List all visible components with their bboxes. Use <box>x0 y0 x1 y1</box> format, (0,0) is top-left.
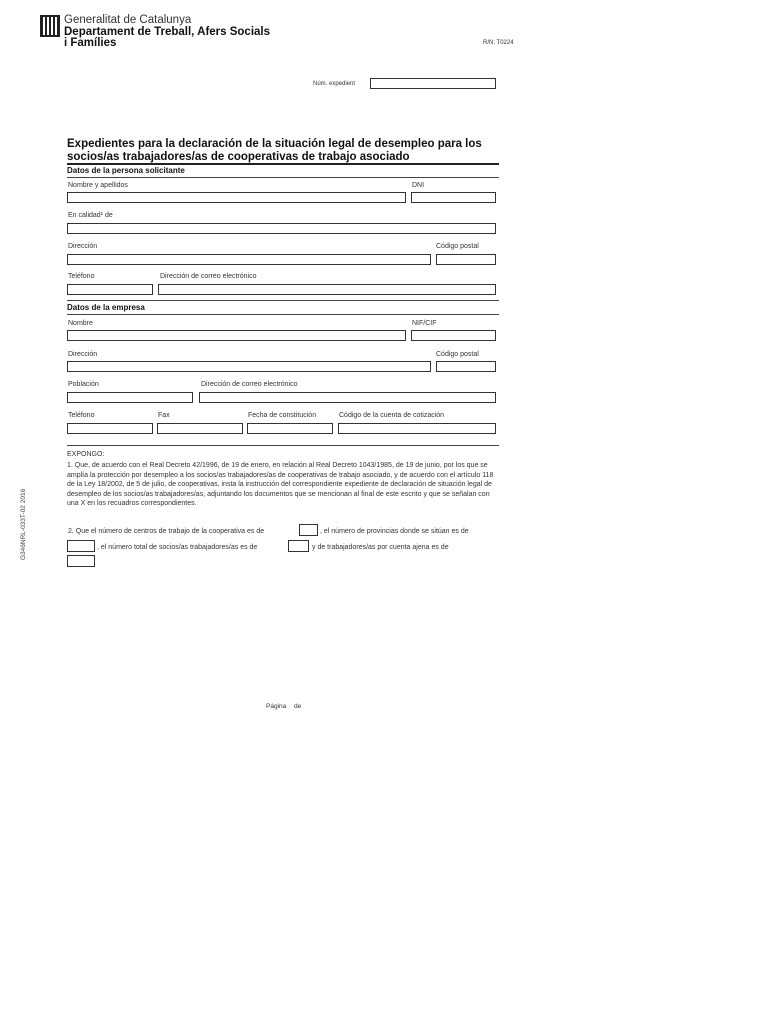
trabajadores-ajena-field[interactable] <box>67 555 95 567</box>
telefono-field[interactable] <box>67 284 153 295</box>
nombre-field[interactable] <box>67 192 406 203</box>
empresa-telefono-label: Teléfono <box>68 412 95 419</box>
section-rule <box>67 300 499 301</box>
fecha-label: Fecha de constitución <box>248 412 317 419</box>
telefono-label: Teléfono <box>68 273 95 280</box>
expediente-field[interactable] <box>370 78 496 89</box>
form-side-code: G346NRL-033T-02 2016 <box>20 488 27 560</box>
expongo-paragraph-1: 1. Que, de acuerdo con el Real Decreto 42/1996, de 19 de enero, en relación al Real Decreto 1043/1985, de 19 de junio, por los que se amplía la protección por desempleo a los socios/as trabajadores/as de cooperativas de trabajo asociado, y de acuerdo con el artículo 118 de la Ley 18/2002, de 5 de julio, de cooperativas, insta la instrucción del correspondiente expediente de declaración de situación legal de desempleo de los socios/as trabajadores/as, adjuntando los documentos que se mencionan al final de este escrito y que se señalan con una X en los recuadros correspondientes. <box>67 462 494 508</box>
socios-trabajadores-field[interactable] <box>288 540 309 552</box>
empresa-telefono-field[interactable] <box>67 423 153 434</box>
title-rule <box>67 163 499 165</box>
section-rule <box>67 314 499 315</box>
fecha-field[interactable] <box>247 423 333 434</box>
page-label: Página <box>266 703 287 710</box>
page-of-label: de <box>294 703 302 710</box>
department-name-cont: i Famílies <box>64 37 117 49</box>
cuenta-field[interactable] <box>338 423 496 434</box>
cp-field[interactable] <box>436 254 496 265</box>
expongo-p2-part-b: , el número de provincias donde se sitúan es de <box>320 528 469 535</box>
email-field[interactable] <box>158 284 496 295</box>
section-solicitante-heading: Datos de la persona solicitante <box>67 166 185 175</box>
fax-label: Fax <box>158 412 170 419</box>
org-name: Generalitat de Catalunya <box>64 14 192 26</box>
expongo-heading: EXPONGO: <box>67 451 105 458</box>
empresa-cp-label: Código postal <box>436 351 479 358</box>
nif-label: NIF/CIF <box>412 320 437 327</box>
dni-label: DNI <box>412 182 425 189</box>
expongo-p2-part-a: 2. Que el número de centros de trabajo de la cooperativa es de <box>68 528 265 535</box>
section-rule <box>67 445 499 446</box>
empresa-nombre-label: Nombre <box>68 320 93 327</box>
calidad-label: En calidad¹ de <box>68 212 113 219</box>
poblacion-field[interactable] <box>67 392 193 403</box>
empresa-direccion-field[interactable] <box>67 361 431 372</box>
empresa-cp-field[interactable] <box>436 361 496 372</box>
empresa-direccion-label: Dirección <box>68 351 98 358</box>
provincias-field[interactable] <box>67 540 95 552</box>
expongo-p2-part-c: , el número total de socios/as trabajadores/as es de <box>97 544 258 551</box>
nif-field[interactable] <box>411 330 496 341</box>
poblacion-label: Población <box>68 381 99 388</box>
nombre-label: Nombre y apellidos <box>68 182 128 189</box>
empresa-nombre-field[interactable] <box>67 330 406 341</box>
centros-trabajo-field[interactable] <box>299 524 318 536</box>
direccion-label: Dirección <box>68 243 98 250</box>
dni-field[interactable] <box>411 192 496 203</box>
empresa-email-label: Dirección de correo electrónico <box>201 381 298 388</box>
fax-field[interactable] <box>157 423 243 434</box>
department-name: Departament de Treball, Afers Socials <box>64 26 271 38</box>
email-label: Dirección de correo electrónico <box>160 273 257 280</box>
reference-number: R/N: T0224 <box>483 40 514 46</box>
expediente-label: Núm. expedient <box>313 81 356 87</box>
expongo-p2-part-d: y de trabajadores/as por cuenta ajena es de <box>312 544 449 551</box>
generalitat-logo-icon <box>40 15 60 37</box>
form-title: Expedientes para la declaración de la situación legal de desempleo para los socios/as trabajadores/as de cooperativas de trabajo asociado <box>67 138 482 163</box>
direccion-field[interactable] <box>67 254 431 265</box>
empresa-email-field[interactable] <box>199 392 496 403</box>
cuenta-label: Código de la cuenta de cotización <box>339 412 445 419</box>
calidad-field[interactable] <box>67 223 496 234</box>
section-rule <box>67 177 499 178</box>
section-empresa-heading: Datos de la empresa <box>67 303 145 312</box>
cp-label: Código postal <box>436 243 479 250</box>
